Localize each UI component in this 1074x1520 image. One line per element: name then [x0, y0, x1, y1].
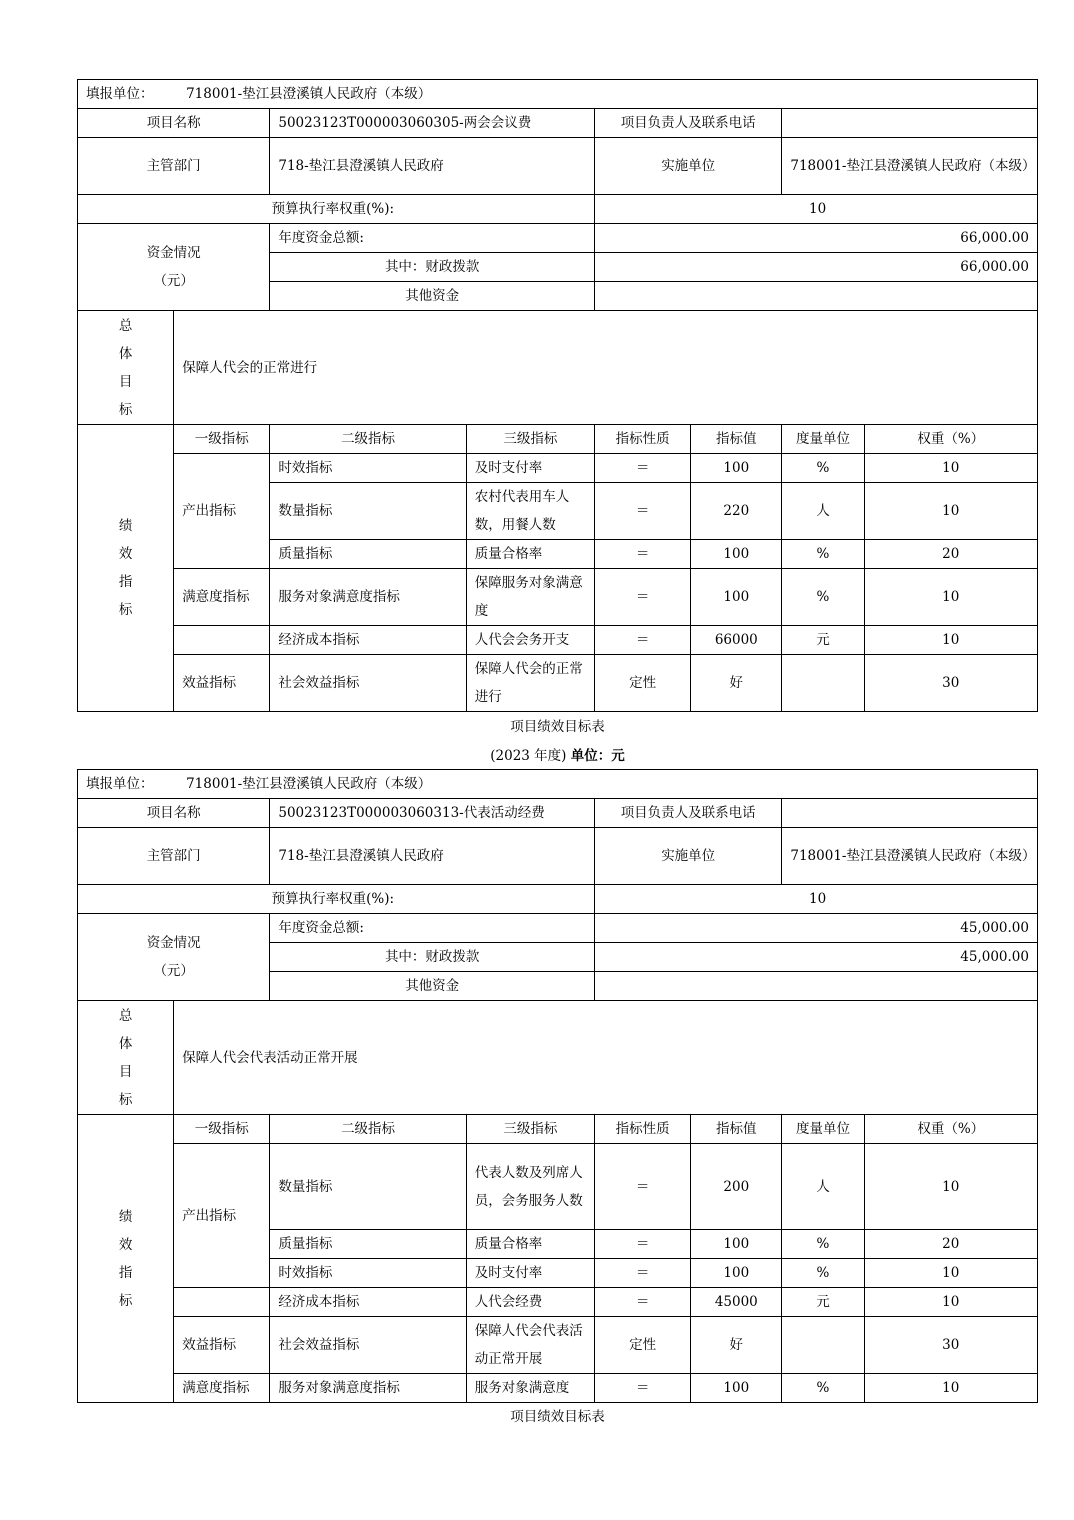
perf-label-char: 绩 — [118, 1208, 133, 1225]
nature-cell: ＝ — [595, 1288, 691, 1317]
perf-label-char: 指 — [118, 1264, 133, 1281]
level2-cell: 时效指标 — [270, 454, 466, 483]
fill-unit-row — [78, 80, 1038, 109]
unit-cell: 元 — [782, 1288, 864, 1317]
other-fund-value — [595, 282, 1038, 311]
impl-value: 718001-垫江县澄溪镇人民政府（本级） — [782, 138, 1038, 195]
weight-cell: 10 — [864, 626, 1037, 655]
unit-cell: % — [782, 1374, 864, 1403]
header-unit: 度量单位 — [782, 425, 864, 454]
level2-cell: 时效指标 — [270, 1259, 466, 1288]
weight-cell: 30 — [864, 655, 1037, 712]
fiscal-value: 66,000.00 — [595, 253, 1038, 282]
performance-table-1 — [77, 79, 1038, 712]
weight-cell: 10 — [864, 1144, 1037, 1230]
header-nature: 指标性质 — [595, 1115, 691, 1144]
level2-cell: 服务对象满意度指标 — [270, 1374, 466, 1403]
budget-weight-label: 预算执行率权重(%): — [78, 195, 595, 224]
value-cell: 好 — [691, 1317, 782, 1374]
dept-value: 718-垫江县澄溪镇人民政府 — [270, 138, 595, 195]
impl-label: 实施单位 — [595, 828, 782, 885]
header-level2: 二级指标 — [270, 1115, 466, 1144]
table-row — [78, 1144, 1038, 1230]
goal-label — [78, 311, 174, 425]
header-value: 指标值 — [691, 425, 782, 454]
table-row — [78, 655, 1038, 712]
contact-value — [782, 109, 1038, 138]
value-cell: 66000 — [691, 626, 782, 655]
level1-cell — [174, 626, 270, 655]
weight-cell: 10 — [864, 454, 1037, 483]
nature-cell: ＝ — [595, 569, 691, 626]
level3-cell: 代表人数及列席人员，会务服务人数 — [466, 1144, 594, 1230]
header-weight: 权重（%） — [864, 1115, 1037, 1144]
level1-cell: 产出指标 — [174, 1144, 270, 1288]
fund-label — [78, 914, 270, 1001]
goal-label-char: 总 — [118, 317, 133, 334]
fill-unit-label: 填报单位： — [86, 86, 154, 102]
dept-label: 主管部门 — [78, 138, 270, 195]
level2-cell: 数量指标 — [270, 483, 466, 540]
header-nature: 指标性质 — [595, 425, 691, 454]
fund-label-line2: （元） — [153, 273, 194, 289]
table-row — [78, 1317, 1038, 1374]
level1-cell — [174, 1288, 270, 1317]
goal-text: 保障人代会代表活动正常开展 — [174, 1001, 1038, 1115]
fiscal-label: 其中：财政拨款 — [270, 943, 595, 972]
goal-label-char: 目 — [118, 373, 133, 390]
header-value: 指标值 — [691, 1115, 782, 1144]
unit-cell: 元 — [782, 626, 864, 655]
project-name-value: 50023123T000003060313-代表活动经费 — [270, 799, 595, 828]
nature-cell: ＝ — [595, 626, 691, 655]
unit-cell: % — [782, 454, 864, 483]
table-row — [78, 1288, 1038, 1317]
value-cell: 100 — [691, 1230, 782, 1259]
unit-cell — [782, 1317, 864, 1374]
header-unit: 度量单位 — [782, 1115, 864, 1144]
table-row — [78, 626, 1038, 655]
table-row — [78, 1374, 1038, 1403]
unit-cell: 人 — [782, 483, 864, 540]
fill-unit-value: 718001-垫江县澄溪镇人民政府（本级） — [186, 776, 432, 792]
annual-total-value: 66,000.00 — [595, 224, 1038, 253]
level1-cell: 满意度指标 — [174, 569, 270, 626]
level1-cell: 效益指标 — [174, 655, 270, 712]
nature-cell: ＝ — [595, 1230, 691, 1259]
performance-label — [78, 425, 174, 712]
unit-cell: % — [782, 1230, 864, 1259]
project-name-label: 项目名称 — [78, 799, 270, 828]
nature-cell: ＝ — [595, 540, 691, 569]
header-level1: 一级指标 — [174, 425, 270, 454]
perf-label-char: 指 — [118, 574, 133, 590]
contact-label: 项目负责人及联系电话 — [595, 109, 782, 138]
perf-label-char: 绩 — [118, 518, 133, 534]
fund-label-line2: （元） — [153, 963, 194, 979]
level2-cell: 经济成本指标 — [270, 626, 466, 655]
nature-cell: ＝ — [595, 1374, 691, 1403]
level3-cell: 质量合格率 — [466, 540, 594, 569]
caption-year: (2023 年度) — [490, 748, 567, 764]
fill-unit-row — [78, 770, 1038, 799]
fiscal-label: 其中：财政拨款 — [270, 253, 595, 282]
unit-cell: % — [782, 540, 864, 569]
unit-cell — [782, 655, 864, 712]
value-cell: 好 — [691, 655, 782, 712]
fill-unit-value: 718001-垫江县澄溪镇人民政府（本级） — [186, 86, 432, 102]
goal-label-char: 目 — [118, 1063, 133, 1080]
value-cell: 100 — [691, 540, 782, 569]
weight-cell: 20 — [864, 1230, 1037, 1259]
weight-cell: 20 — [864, 540, 1037, 569]
level3-cell: 质量合格率 — [466, 1230, 594, 1259]
header-level1: 一级指标 — [174, 1115, 270, 1144]
value-cell: 100 — [691, 454, 782, 483]
goal-label-char: 标 — [118, 401, 133, 418]
weight-cell: 10 — [864, 1288, 1037, 1317]
project-name-value: 50023123T000003060305-两会会议费 — [270, 109, 595, 138]
header-level3: 三级指标 — [466, 425, 594, 454]
other-fund-label: 其他资金 — [270, 972, 595, 1001]
perf-label-char: 效 — [118, 1236, 133, 1253]
dept-value: 718-垫江县澄溪镇人民政府 — [270, 828, 595, 885]
header-weight: 权重（%） — [864, 425, 1037, 454]
goal-label-char: 体 — [118, 1035, 133, 1052]
annual-total-label: 年度资金总额: — [270, 914, 595, 943]
level2-cell: 质量指标 — [270, 1230, 466, 1259]
level2-cell: 数量指标 — [270, 1144, 466, 1230]
header-level3: 三级指标 — [466, 1115, 594, 1144]
performance-table-2 — [77, 769, 1038, 1403]
level3-cell: 人代会经费 — [466, 1288, 594, 1317]
contact-value — [782, 799, 1038, 828]
nature-cell: ＝ — [595, 483, 691, 540]
fund-label — [78, 224, 270, 311]
level2-cell: 社会效益指标 — [270, 655, 466, 712]
fund-label-line1: 资金情况 — [146, 245, 201, 261]
project-name-label: 项目名称 — [78, 109, 270, 138]
level1-cell: 产出指标 — [174, 454, 270, 569]
level2-cell: 服务对象满意度指标 — [270, 569, 466, 626]
level3-cell: 及时支付率 — [466, 1259, 594, 1288]
value-cell: 100 — [691, 1259, 782, 1288]
caption-3: 项目绩效目标表 — [510, 1409, 605, 1425]
nature-cell: 定性 — [595, 655, 691, 712]
level3-cell: 农村代表用车人数，用餐人数 — [466, 483, 594, 540]
nature-cell: ＝ — [595, 454, 691, 483]
value-cell: 100 — [691, 1374, 782, 1403]
goal-text: 保障人代会的正常进行 — [174, 311, 1038, 425]
weight-cell: 10 — [864, 1259, 1037, 1288]
goal-label-char: 标 — [118, 1091, 133, 1108]
level1-cell: 满意度指标 — [174, 1374, 270, 1403]
level1-cell: 效益指标 — [174, 1317, 270, 1374]
perf-label-char: 标 — [118, 1292, 133, 1309]
impl-label: 实施单位 — [595, 138, 782, 195]
fiscal-value: 45,000.00 — [595, 943, 1038, 972]
annual-total-label: 年度资金总额: — [270, 224, 595, 253]
header-level2: 二级指标 — [270, 425, 466, 454]
level3-cell: 保障人代会代表活动正常开展 — [466, 1317, 594, 1374]
weight-cell: 10 — [864, 569, 1037, 626]
table-row — [78, 454, 1038, 483]
level2-cell: 经济成本指标 — [270, 1288, 466, 1317]
level3-cell: 及时支付率 — [466, 454, 594, 483]
budget-weight-value: 10 — [595, 195, 1038, 224]
fund-label-line1: 资金情况 — [146, 935, 201, 951]
weight-cell: 10 — [864, 1374, 1037, 1403]
nature-cell: 定性 — [595, 1317, 691, 1374]
unit-cell: % — [782, 569, 864, 626]
value-cell: 100 — [691, 569, 782, 626]
level3-cell: 保障人代会的正常进行 — [466, 655, 594, 712]
goal-label-char: 总 — [118, 1007, 133, 1024]
value-cell: 220 — [691, 483, 782, 540]
unit-cell: 人 — [782, 1144, 864, 1230]
fill-unit-label: 填报单位： — [86, 776, 154, 792]
unit-cell: % — [782, 1259, 864, 1288]
budget-weight-value: 10 — [595, 885, 1038, 914]
weight-cell: 30 — [864, 1317, 1037, 1374]
dept-label: 主管部门 — [78, 828, 270, 885]
other-fund-value — [595, 972, 1038, 1001]
other-fund-label: 其他资金 — [270, 282, 595, 311]
weight-cell: 10 — [864, 483, 1037, 540]
perf-label-char: 效 — [118, 546, 133, 562]
perf-label-char: 标 — [118, 602, 133, 618]
caption-1: 项目绩效目标表 — [510, 719, 605, 735]
level3-cell: 保障服务对象满意度 — [466, 569, 594, 626]
level3-cell: 人代会会务开支 — [466, 626, 594, 655]
value-cell: 200 — [691, 1144, 782, 1230]
budget-weight-label: 预算执行率权重(%): — [78, 885, 595, 914]
level2-cell: 社会效益指标 — [270, 1317, 466, 1374]
level3-cell: 服务对象满意度 — [466, 1374, 594, 1403]
nature-cell: ＝ — [595, 1259, 691, 1288]
goal-label-char: 体 — [118, 345, 133, 362]
caption-unit: 单位：元 — [570, 748, 625, 764]
table-row — [78, 569, 1038, 626]
goal-label — [78, 1001, 174, 1115]
contact-label: 项目负责人及联系电话 — [595, 799, 782, 828]
value-cell: 45000 — [691, 1288, 782, 1317]
caption-2 — [77, 747, 1038, 765]
performance-label — [78, 1115, 174, 1403]
nature-cell: ＝ — [595, 1144, 691, 1230]
level2-cell: 质量指标 — [270, 540, 466, 569]
annual-total-value: 45,000.00 — [595, 914, 1038, 943]
impl-value: 718001-垫江县澄溪镇人民政府（本级） — [782, 828, 1038, 885]
